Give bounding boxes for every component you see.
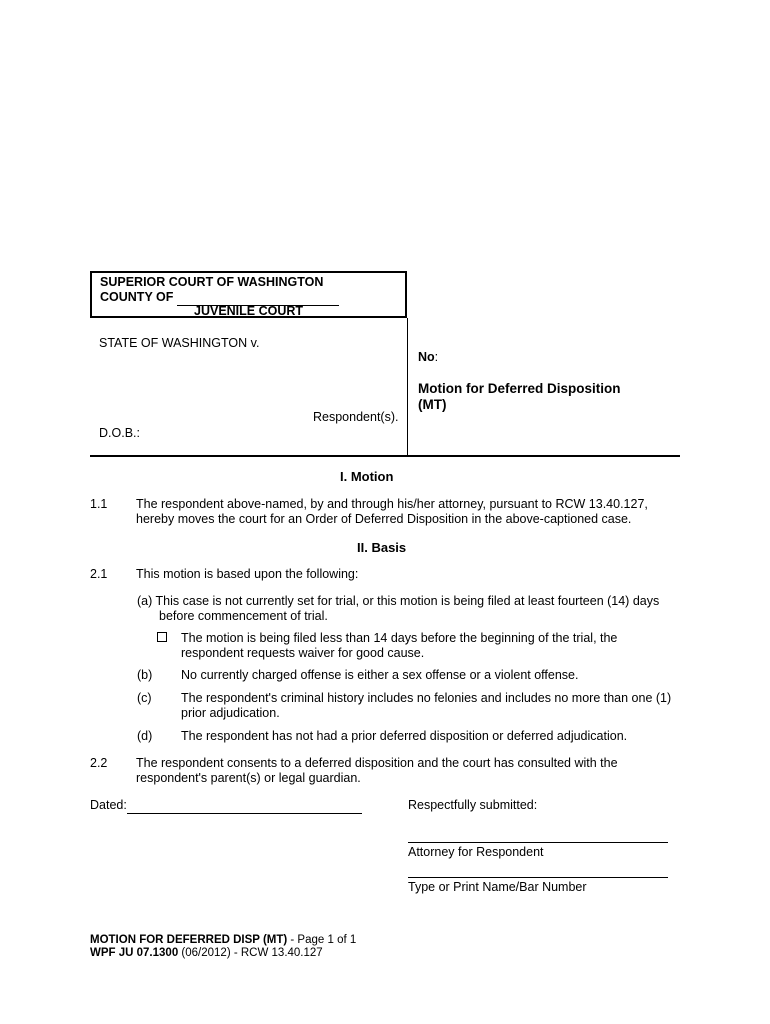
court-name: SUPERIOR COURT OF WASHINGTON <box>100 275 324 289</box>
para-2-2-line1: The respondent consents to a deferred disposition and the court has consulted with the <box>136 756 618 770</box>
dated-blank[interactable] <box>127 798 362 814</box>
county-label: COUNTY OF <box>100 290 174 304</box>
para-2-2-line2: respondent's parent(s) or legal guardian. <box>136 771 361 785</box>
item-a-line2: before commencement of trial. <box>159 609 328 623</box>
item-c-line1: The respondent's criminal history includes no felonies and includes no more than one (1) <box>181 691 672 705</box>
footer-page-info: - Page 1 of 1 <box>287 934 357 946</box>
item-a-line1: (a) This case is not currently set for trial, or this motion is being filed at least fourteen (14) days <box>137 594 660 608</box>
para-2-2-number: 2.2 <box>90 756 108 770</box>
footer-form-code: WPF JU 07.1300 <box>90 947 179 959</box>
type-or-print-name: Type or Print Name/Bar Number <box>408 880 587 894</box>
waiver-line2: respondent requests waiver for good cause. <box>181 646 425 660</box>
dated-line <box>90 798 362 814</box>
footer-form-rest: (06/2012) - RCW 13.40.127 <box>178 947 323 959</box>
state-of-washington: STATE OF WASHINGTON v. <box>99 336 260 350</box>
item-c-label: (c) <box>137 691 152 705</box>
item-b-label: (b) <box>137 668 153 682</box>
para-2-1-text: This motion is based upon the following: <box>136 567 359 581</box>
motion-title-line2: (MT) <box>418 397 447 412</box>
respondent-label: Respondent(s). <box>313 410 399 424</box>
waiver-checkbox[interactable] <box>157 632 167 642</box>
footer-form-title: MOTION FOR DEFERRED DISP (MT) <box>90 934 288 946</box>
para-1-1-line2: hereby moves the court for an Order of Deferred Disposition in the above-captioned case. <box>136 512 632 526</box>
section-basis-heading: II. Basis <box>357 540 407 555</box>
section-motion-heading: I. Motion <box>340 469 394 484</box>
juvenile-court: JUVENILE COURT <box>194 304 304 318</box>
waiver-line1: The motion is being filed less than 14 days before the beginning of the trial, the <box>181 631 618 645</box>
dob-label: D.O.B.: <box>99 426 140 440</box>
name-bar-line[interactable] <box>408 877 668 878</box>
motion-title-line1: Motion for Deferred Disposition <box>418 381 621 396</box>
case-number-colon: : <box>434 350 439 364</box>
respectfully-submitted: Respectfully submitted: <box>408 798 538 812</box>
footer-line2 <box>90 946 323 961</box>
para-2-1-number: 2.1 <box>90 567 108 581</box>
case-number-label: No <box>418 350 435 364</box>
item-d-label: (d) <box>137 729 153 743</box>
case-number <box>418 350 438 365</box>
para-1-1-number: 1.1 <box>90 497 108 511</box>
item-c-line2: prior adjudication. <box>181 706 280 720</box>
caption-bottom-rule <box>90 455 680 457</box>
para-1-1-line1: The respondent above-named, by and through his/her attorney, pursuant to RCW 13.40.127, <box>136 497 648 511</box>
dated-label: Dated: <box>90 798 127 812</box>
attorney-for-respondent: Attorney for Respondent <box>408 845 544 859</box>
item-d-text: The respondent has not had a prior deferred disposition or deferred adjudication. <box>181 729 628 743</box>
caption-divider <box>407 318 408 455</box>
item-b-text: No currently charged offense is either a sex offense or a violent offense. <box>181 668 579 682</box>
attorney-signature-line[interactable] <box>408 842 668 843</box>
